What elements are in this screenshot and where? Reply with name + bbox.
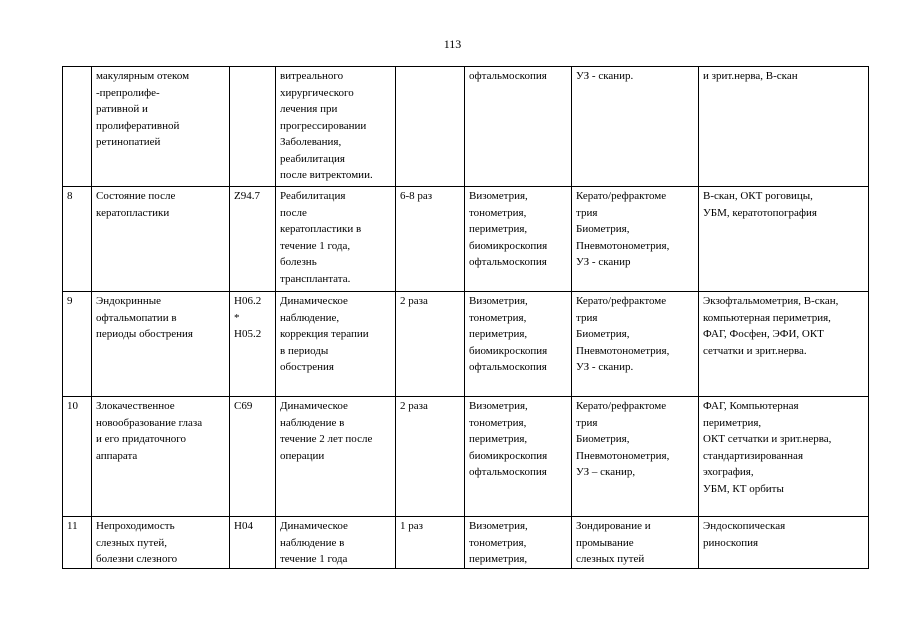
cell-line: 2 раза <box>400 400 428 412</box>
diagnosis-cell <box>92 292 230 397</box>
methods-cell <box>465 397 572 517</box>
cell-line: Динамическое <box>280 295 348 307</box>
cell-line: офтальмопатии в <box>96 311 177 324</box>
cell-line: офтальмоскопия <box>469 256 547 268</box>
methods-cell <box>465 292 572 397</box>
cell-line: 6-8 раз <box>400 190 433 202</box>
cell-line: и его придаточного <box>96 433 187 445</box>
cell-line: Визометрия, <box>469 190 528 202</box>
treatment-cell <box>276 187 396 292</box>
cell-line: после витректомии. <box>280 169 373 181</box>
cell-line: лечения при <box>280 103 338 115</box>
cell-line: офтальмоскопия <box>469 70 547 82</box>
extra-methods-cell <box>572 187 699 292</box>
cell-line: тонометрия, <box>469 311 527 324</box>
cell-line: течение 1 года <box>280 553 348 565</box>
cell-line: Реабилитация <box>280 190 346 202</box>
cell-line: трия <box>576 416 598 429</box>
cell-line: наблюдение, <box>280 311 340 324</box>
cell-line: витреального <box>280 70 344 82</box>
cell-line: Состояние после <box>96 190 176 202</box>
cell-line: макулярным отеком <box>96 70 190 82</box>
cell-line: Z94.7 <box>234 190 260 202</box>
cell-line: наблюдение в <box>280 416 345 429</box>
cell-line: УЗ – сканир, <box>576 466 636 478</box>
cell-line: биомикроскопия <box>469 239 548 252</box>
cell-line: Визометрия, <box>469 295 528 307</box>
special-methods-cell <box>699 517 869 569</box>
cell-line: УЗ - сканир <box>576 256 631 268</box>
methods-cell <box>465 67 572 187</box>
cell-line: Пневмотонометрия, <box>576 344 670 357</box>
cell-line: слезных путей <box>576 553 645 565</box>
cell-line: Биометрия, <box>576 223 630 235</box>
cell-line: Экзофтальмометрия, В-скан, <box>703 295 839 307</box>
cell-line: реабилитация <box>280 152 345 165</box>
cell-line: периметрия, <box>469 223 528 235</box>
page-number: 113 <box>443 37 462 51</box>
cell-line: Динамическое <box>280 400 348 412</box>
cell-line: периметрия, <box>469 553 528 565</box>
treatment-cell <box>276 292 396 397</box>
cell-line: периоды обострения <box>96 328 193 340</box>
cell-line: Керато/рефрактоме <box>576 190 667 202</box>
cell-line: Визометрия, <box>469 520 528 532</box>
cell-line: биомикроскопия <box>469 344 548 357</box>
cell-line: стандартизированная <box>703 449 803 462</box>
frequency-cell <box>396 67 465 187</box>
cell-line: Н05.2 <box>234 328 262 340</box>
cell-line: УБМ, КТ орбиты <box>703 482 784 495</box>
cell-line: Керато/рефрактоме <box>576 295 667 307</box>
cell-line: УЗ - сканир. <box>576 70 634 82</box>
icd-code-cell <box>230 292 276 397</box>
table-row <box>63 67 869 187</box>
frequency-cell <box>396 187 465 292</box>
cell-line: аппарата <box>96 449 138 462</box>
cell-line: наблюдение в <box>280 536 345 549</box>
cell-line: болезнь <box>280 256 317 268</box>
extra-methods-cell <box>572 292 699 397</box>
cell-line: тонометрия, <box>469 416 527 429</box>
cell-line: биомикроскопия <box>469 449 548 462</box>
cell-line: периметрия, <box>469 328 528 340</box>
special-methods-cell <box>699 397 869 517</box>
cell-line: В-скан, ОКТ роговицы, <box>703 190 813 202</box>
icd-code-cell <box>230 397 276 517</box>
cell-line: УБМ, кератотопография <box>703 206 817 219</box>
cell-line: ФАГ, Компьютерная <box>703 400 799 412</box>
cell-line: обострения <box>280 361 334 373</box>
methods-cell <box>465 517 572 569</box>
cell-line: и зрит.нерва, В-скан <box>703 70 798 82</box>
cell-line: 2 раза <box>400 295 428 307</box>
treatment-cell <box>276 397 396 517</box>
cell-line: коррекция терапии <box>280 328 369 340</box>
cell-line: Пневмотонометрия, <box>576 449 670 462</box>
cell-line: новообразование глаза <box>96 416 203 429</box>
cell-line: Визометрия, <box>469 400 528 412</box>
cell-line: компьютерная периметрия, <box>703 311 831 324</box>
row-number-cell: 10 <box>63 397 92 517</box>
cell-line: ФАГ, Фосфен, ЭФИ, ОКТ <box>703 328 824 340</box>
cell-line: Эндокринные <box>96 295 162 307</box>
extra-methods-cell <box>572 397 699 517</box>
icd-code-cell <box>230 517 276 569</box>
extra-methods-cell <box>572 517 699 569</box>
cell-line: кератопластики <box>96 206 170 219</box>
cell-line: С69 <box>234 400 253 412</box>
cell-line: сетчатки и зрит.нерва. <box>703 344 807 357</box>
row-number-cell: 8 <box>63 187 92 292</box>
cell-line: промывание <box>576 536 634 549</box>
table-body <box>63 67 869 569</box>
diagnosis-cell <box>92 187 230 292</box>
clinical-table <box>62 66 869 569</box>
row-number-cell: 9 <box>63 292 92 397</box>
diagnosis-cell <box>92 517 230 569</box>
cell-line: Н06.2 <box>234 295 262 307</box>
cell-line: -препролифе- <box>96 86 160 99</box>
methods-cell <box>465 187 572 292</box>
cell-line: Злокачественное <box>96 400 175 412</box>
cell-line: пролиферативной <box>96 119 180 132</box>
cell-line: Непроходимость <box>96 520 175 532</box>
cell-line: Биометрия, <box>576 328 630 340</box>
cell-line: трия <box>576 206 598 219</box>
cell-line: течение 2 лет после <box>280 433 373 445</box>
diagnosis-cell <box>92 67 230 187</box>
cell-line: прогрессировании <box>280 119 367 132</box>
cell-line: ретинопатией <box>96 136 161 148</box>
cell-line: Пневмотонометрия, <box>576 239 670 252</box>
diagnosis-cell <box>92 397 230 517</box>
cell-line: Биометрия, <box>576 433 630 445</box>
cell-line: Эндоскопическая <box>703 520 786 532</box>
cell-line: Керато/рефрактоме <box>576 400 667 412</box>
cell-line: Заболевания, <box>280 136 342 148</box>
cell-line: Зондирование и <box>576 520 651 532</box>
frequency-cell <box>396 292 465 397</box>
icd-code-cell <box>230 187 276 292</box>
cell-line: периметрия, <box>469 433 528 445</box>
cell-line: болезни слезного <box>96 553 178 565</box>
row-number-cell <box>63 67 92 187</box>
cell-line: эхография, <box>703 466 754 478</box>
special-methods-cell <box>699 292 869 397</box>
table-row <box>63 397 869 517</box>
cell-line: офтальмоскопия <box>469 466 547 478</box>
cell-line: Н04 <box>234 520 253 532</box>
cell-line: в периоды <box>280 344 329 357</box>
cell-line: периметрия, <box>703 416 762 429</box>
cell-line: 1 раз <box>400 520 423 532</box>
cell-line: офтальмоскопия <box>469 361 547 373</box>
special-methods-cell <box>699 187 869 292</box>
frequency-cell <box>396 397 465 517</box>
table-row <box>63 517 869 569</box>
cell-line: Динамическое <box>280 520 348 532</box>
cell-line: хирургического <box>280 86 354 99</box>
cell-line: риноскопия <box>703 536 759 549</box>
extra-methods-cell <box>572 67 699 187</box>
table-row <box>63 187 869 292</box>
cell-line: операции <box>280 449 325 462</box>
cell-line: тонометрия, <box>469 536 527 549</box>
cell-line: кератопластики в <box>280 223 362 235</box>
frequency-cell <box>396 517 465 569</box>
cell-line: трия <box>576 311 598 324</box>
icd-code-cell <box>230 67 276 187</box>
cell-line: слезных путей, <box>96 536 167 549</box>
cell-line: трансплантата. <box>280 272 351 285</box>
cell-line: течение 1 года, <box>280 239 351 252</box>
cell-line: ративной и <box>96 103 148 115</box>
cell-line: * <box>234 311 240 324</box>
special-methods-cell <box>699 67 869 187</box>
treatment-cell <box>276 517 396 569</box>
table-row <box>63 292 869 397</box>
cell-line: ОКТ сетчатки и зрит.нерва, <box>703 433 832 445</box>
treatment-cell <box>276 67 396 187</box>
cell-line: после <box>280 206 307 219</box>
row-number-cell: 11 <box>63 517 92 569</box>
cell-line: УЗ - сканир. <box>576 361 634 373</box>
cell-line: тонометрия, <box>469 206 527 219</box>
